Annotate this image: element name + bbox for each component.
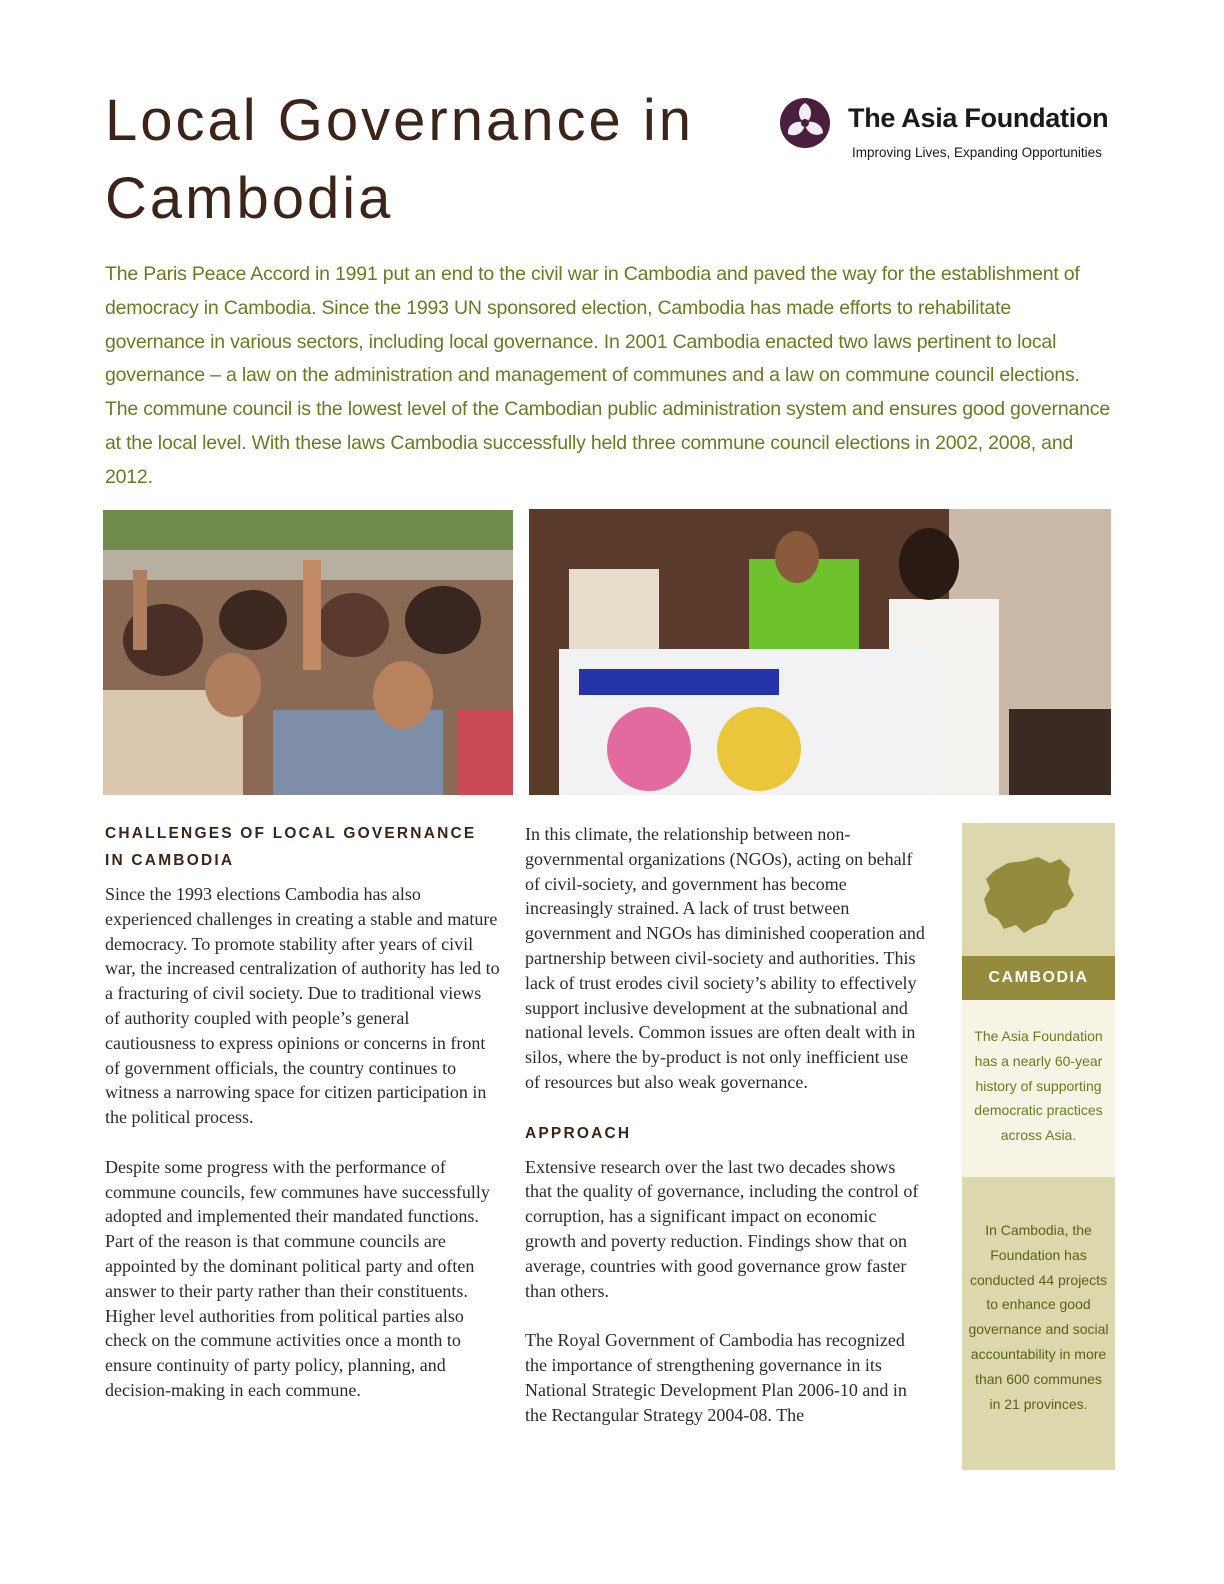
approach-heading: APPROACH <box>525 1124 632 1142</box>
sidebar-country-label: CAMBODIA <box>962 956 1115 1000</box>
page-title <box>105 82 745 238</box>
meeting-crowd-photo-icon <box>103 510 513 795</box>
asia-foundation-logo <box>779 97 1119 167</box>
logo-name: The Asia Foundation <box>848 103 1109 133</box>
climate-paragraph: In this climate, the relationship between non-governmental organizations (NGOs), acting on behalf of civil-society, and government has become increasingly strained. A lack of trust between government and NGOs has diminished cooperation and partnership between civil-society and authorities. This lack of trust erodes civil society’s ability to effectively support inclusive development at the subnational and national levels. Common issues are often dealt with in silos, where the by-product is not only inefficient use of resources but also weak governance. <box>525 824 925 1092</box>
poster-presentation-photo-icon <box>529 509 1111 795</box>
challenges-paragraph-2: Despite some progress with the performance of commune councils, few communes have successfully adopted and implemented their mandated functions. Part of the reason is that commune councils are appointed by the dominant political party and often answer to their party rather than their constituents. Higher level authorities from political parties also check on the commune activities once a month to ensure continuity of party policy, planning, and decision-making in each commune. <box>105 1156 490 1400</box>
challenges-heading-line-2: IN CAMBODIA <box>105 852 235 869</box>
cambodia-map-icon <box>980 849 1076 937</box>
challenges-heading-line-1: CHALLENGES OF LOCAL GOVERNANCE <box>105 825 477 842</box>
column-challenges <box>105 820 500 1428</box>
logo-tagline: Improving Lives, Expanding Opportunities <box>852 145 1102 160</box>
approach-paragraph-1: Extensive research over the last two decades shows that the quality of governance, including the control of corruption, has a significant impact on economic growth and poverty reduction. Findings show that on average, countries with good governance grow faster than others. <box>525 1156 919 1301</box>
sidebar <box>962 823 1115 1470</box>
title-line-1: Local Governance in <box>105 88 694 153</box>
challenges-heading <box>105 820 500 874</box>
asia-foundation-logo-mark-icon <box>779 97 831 149</box>
approach-paragraph-2: The Royal Government of Cambodia has recognized the importance of strengthening governance in its National Strategic Development Plan 2006-10 and in the Rectangular Strategy 2004-08. The <box>525 1330 907 1425</box>
sidebar-note-history: The Asia Foundation has a nearly 60-year history of supporting democratic practices across Asia. <box>962 1000 1115 1177</box>
title-line-2: Cambodia <box>105 166 394 231</box>
challenges-paragraph-1: Since the 1993 elections Cambodia has also experienced challenges in creating a stable and mature democracy. To promote stability after years of civil war, the increased centralization of authority has led to a fracturing of civil society. Due to traditional views of authority coupled with people’s general cautiousness to express opinions or concerns in front of government officials, the country continues to witness a narrowing space for citizen participation in the political process. <box>105 884 500 1128</box>
sidebar-note-projects: In Cambodia, the Foundation has conducted 44 projects to enhance good governance and social accountability in more than 600 communes in 21 provinces. <box>962 1177 1115 1470</box>
column-approach <box>525 822 925 1452</box>
intro-paragraph: The Paris Peace Accord in 1991 put an end to the civil war in Cambodia and paved the way for the establishment of democracy in Cambodia. Since the 1993 UN sponsored election, Cambodia has made efforts to rehabilitate governance in various sectors, including local governance. In 2001 Cambodia enacted two laws pertinent to local governance – a law on the administration and management of communes and a law on commune council elections. The commune council is the lowest level of the Cambodian public administration system and ensures good governance at the local level. With these laws Cambodia successfully held three commune council elections in 2002, 2008, and 2012. <box>105 263 1110 488</box>
sidebar-map-box <box>962 823 1115 956</box>
